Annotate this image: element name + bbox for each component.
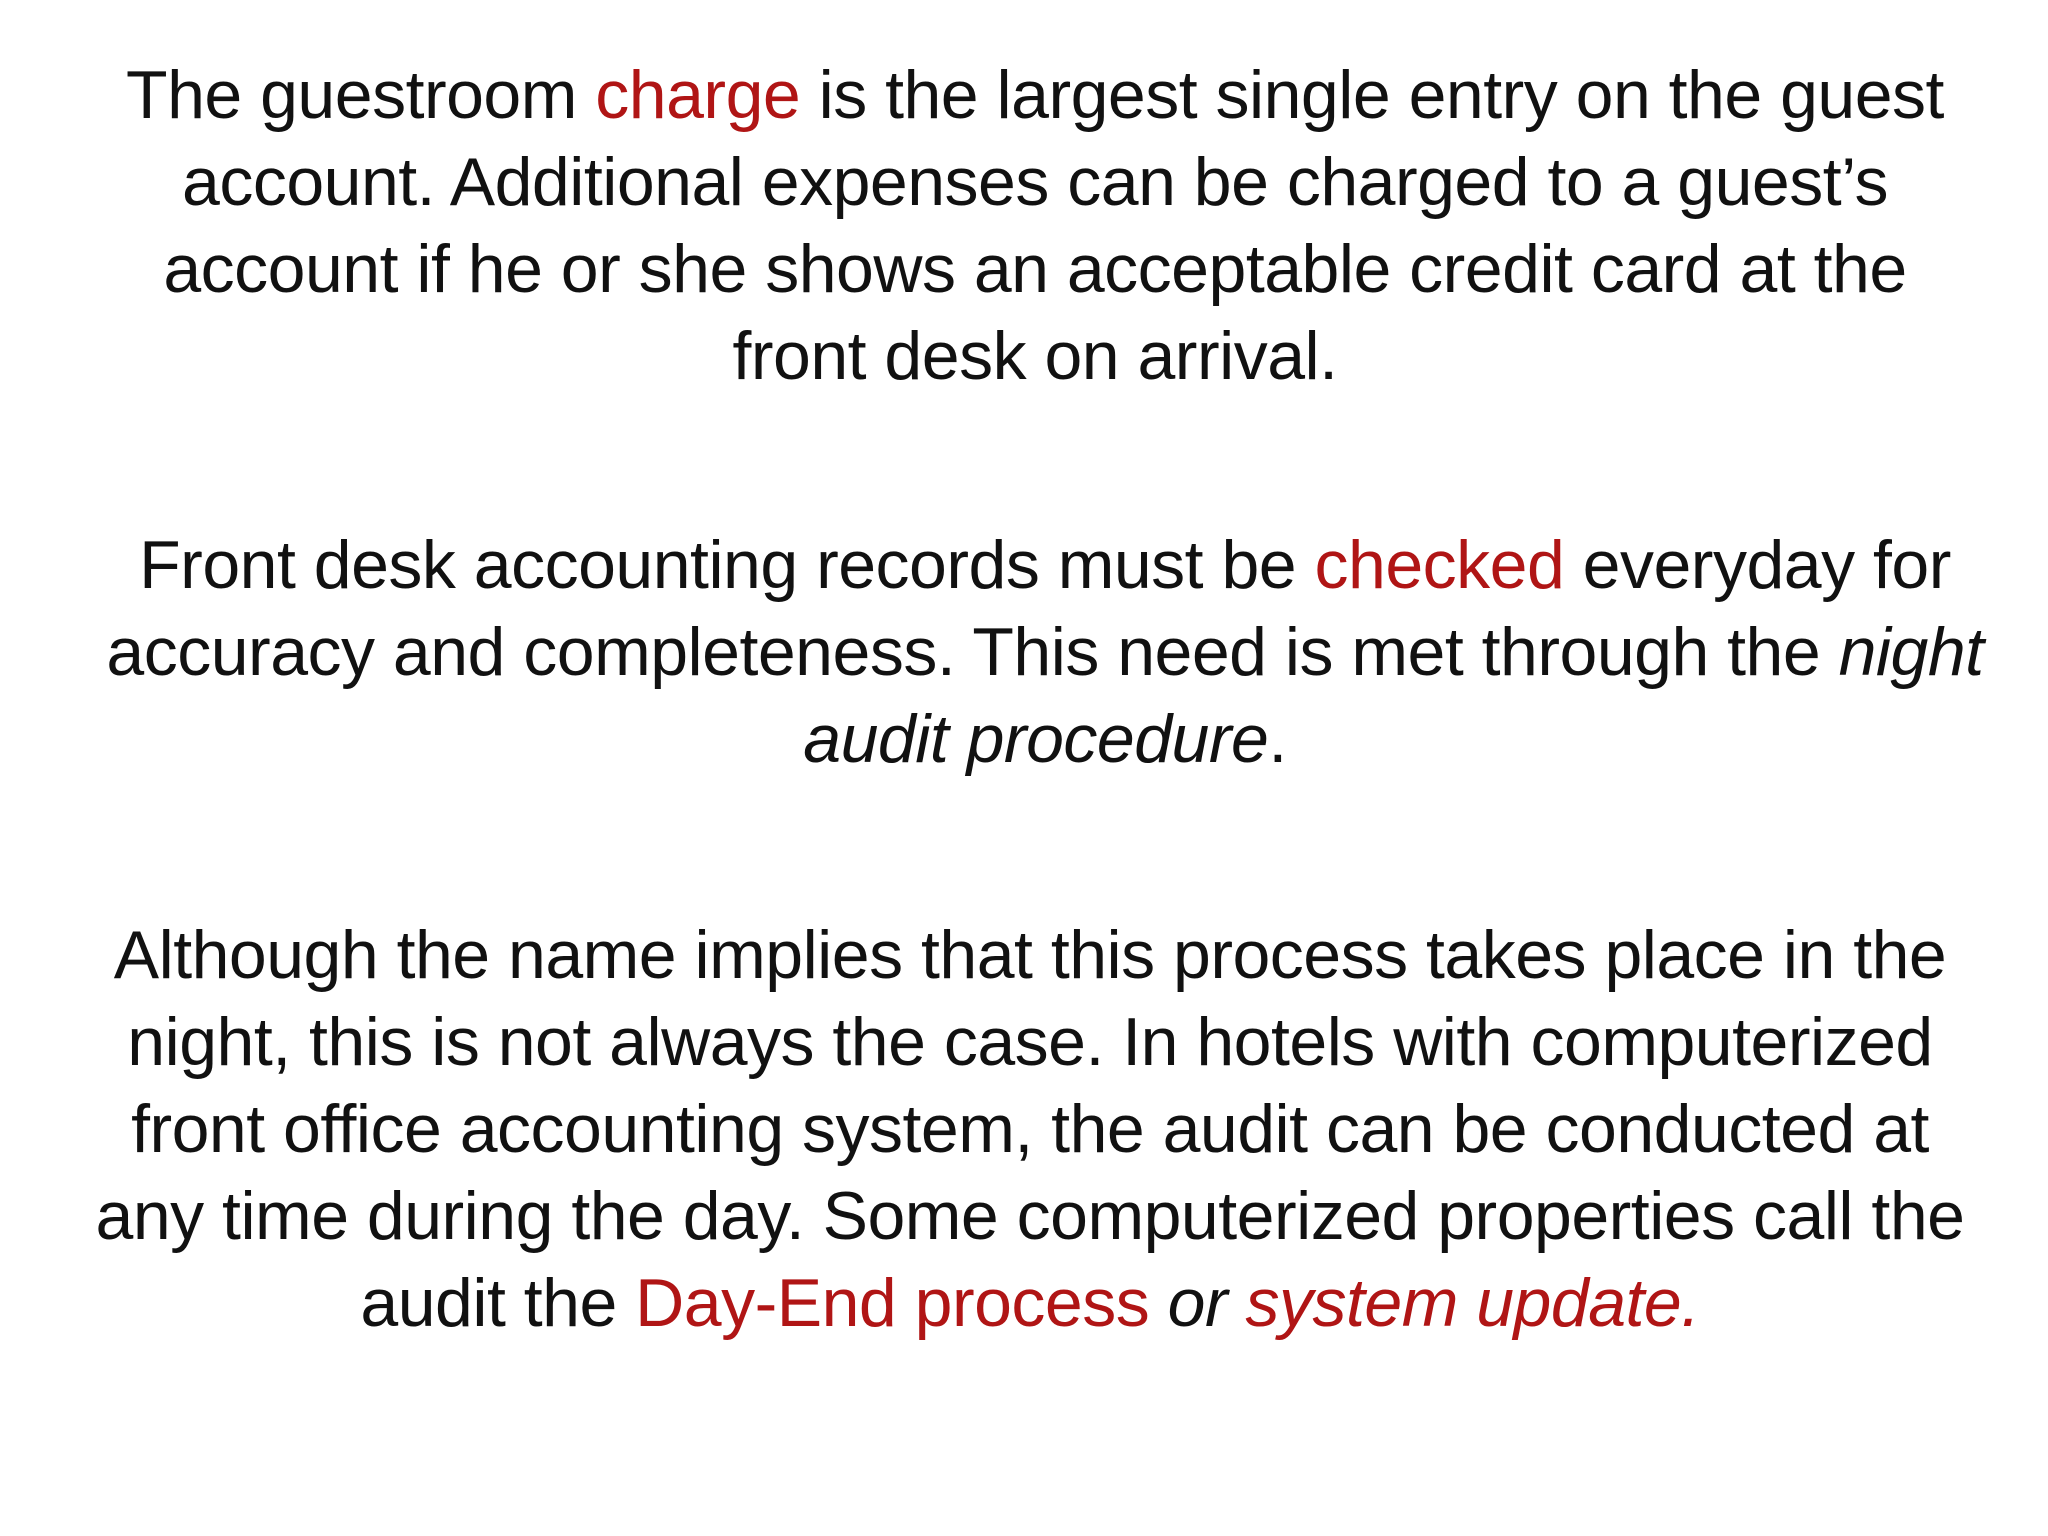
italic-or: or xyxy=(1149,1265,1246,1341)
italic-night-audit-procedure: night audit procedure xyxy=(803,614,1984,777)
paragraph-2-text-1: Front desk accounting records must be xyxy=(139,527,1315,603)
highlight-checked: checked xyxy=(1314,527,1565,603)
paragraph-1-text-1: The guestroom xyxy=(126,57,596,133)
highlight-day-end-process: Day-End process xyxy=(635,1265,1150,1341)
paragraph-guestroom-charge xyxy=(110,52,1960,400)
paragraph-night-audit-timing xyxy=(80,912,1980,1347)
paragraph-2-text-2: everyday for accuracy and completeness. This need is met through the xyxy=(106,527,1951,690)
paragraph-accounting-records xyxy=(95,522,1995,783)
highlight-charge: charge xyxy=(595,57,801,133)
paragraph-3-text-1: Although the name implies that this process takes place in the night, this is not always the case. In hotels with computerized front office accounting system, the audit can be conducted at any time during the day. Some computerized properties call the audit the xyxy=(95,917,1965,1341)
paragraph-1-text-2: is the largest single entry on the guest account. Additional expenses can be charged to a guest’s account if he or she shows an acceptable credit card at the front desk on arrival. xyxy=(163,57,1944,394)
highlight-system-update: system update. xyxy=(1245,1265,1700,1341)
paragraph-2-text-3: . xyxy=(1268,701,1287,777)
